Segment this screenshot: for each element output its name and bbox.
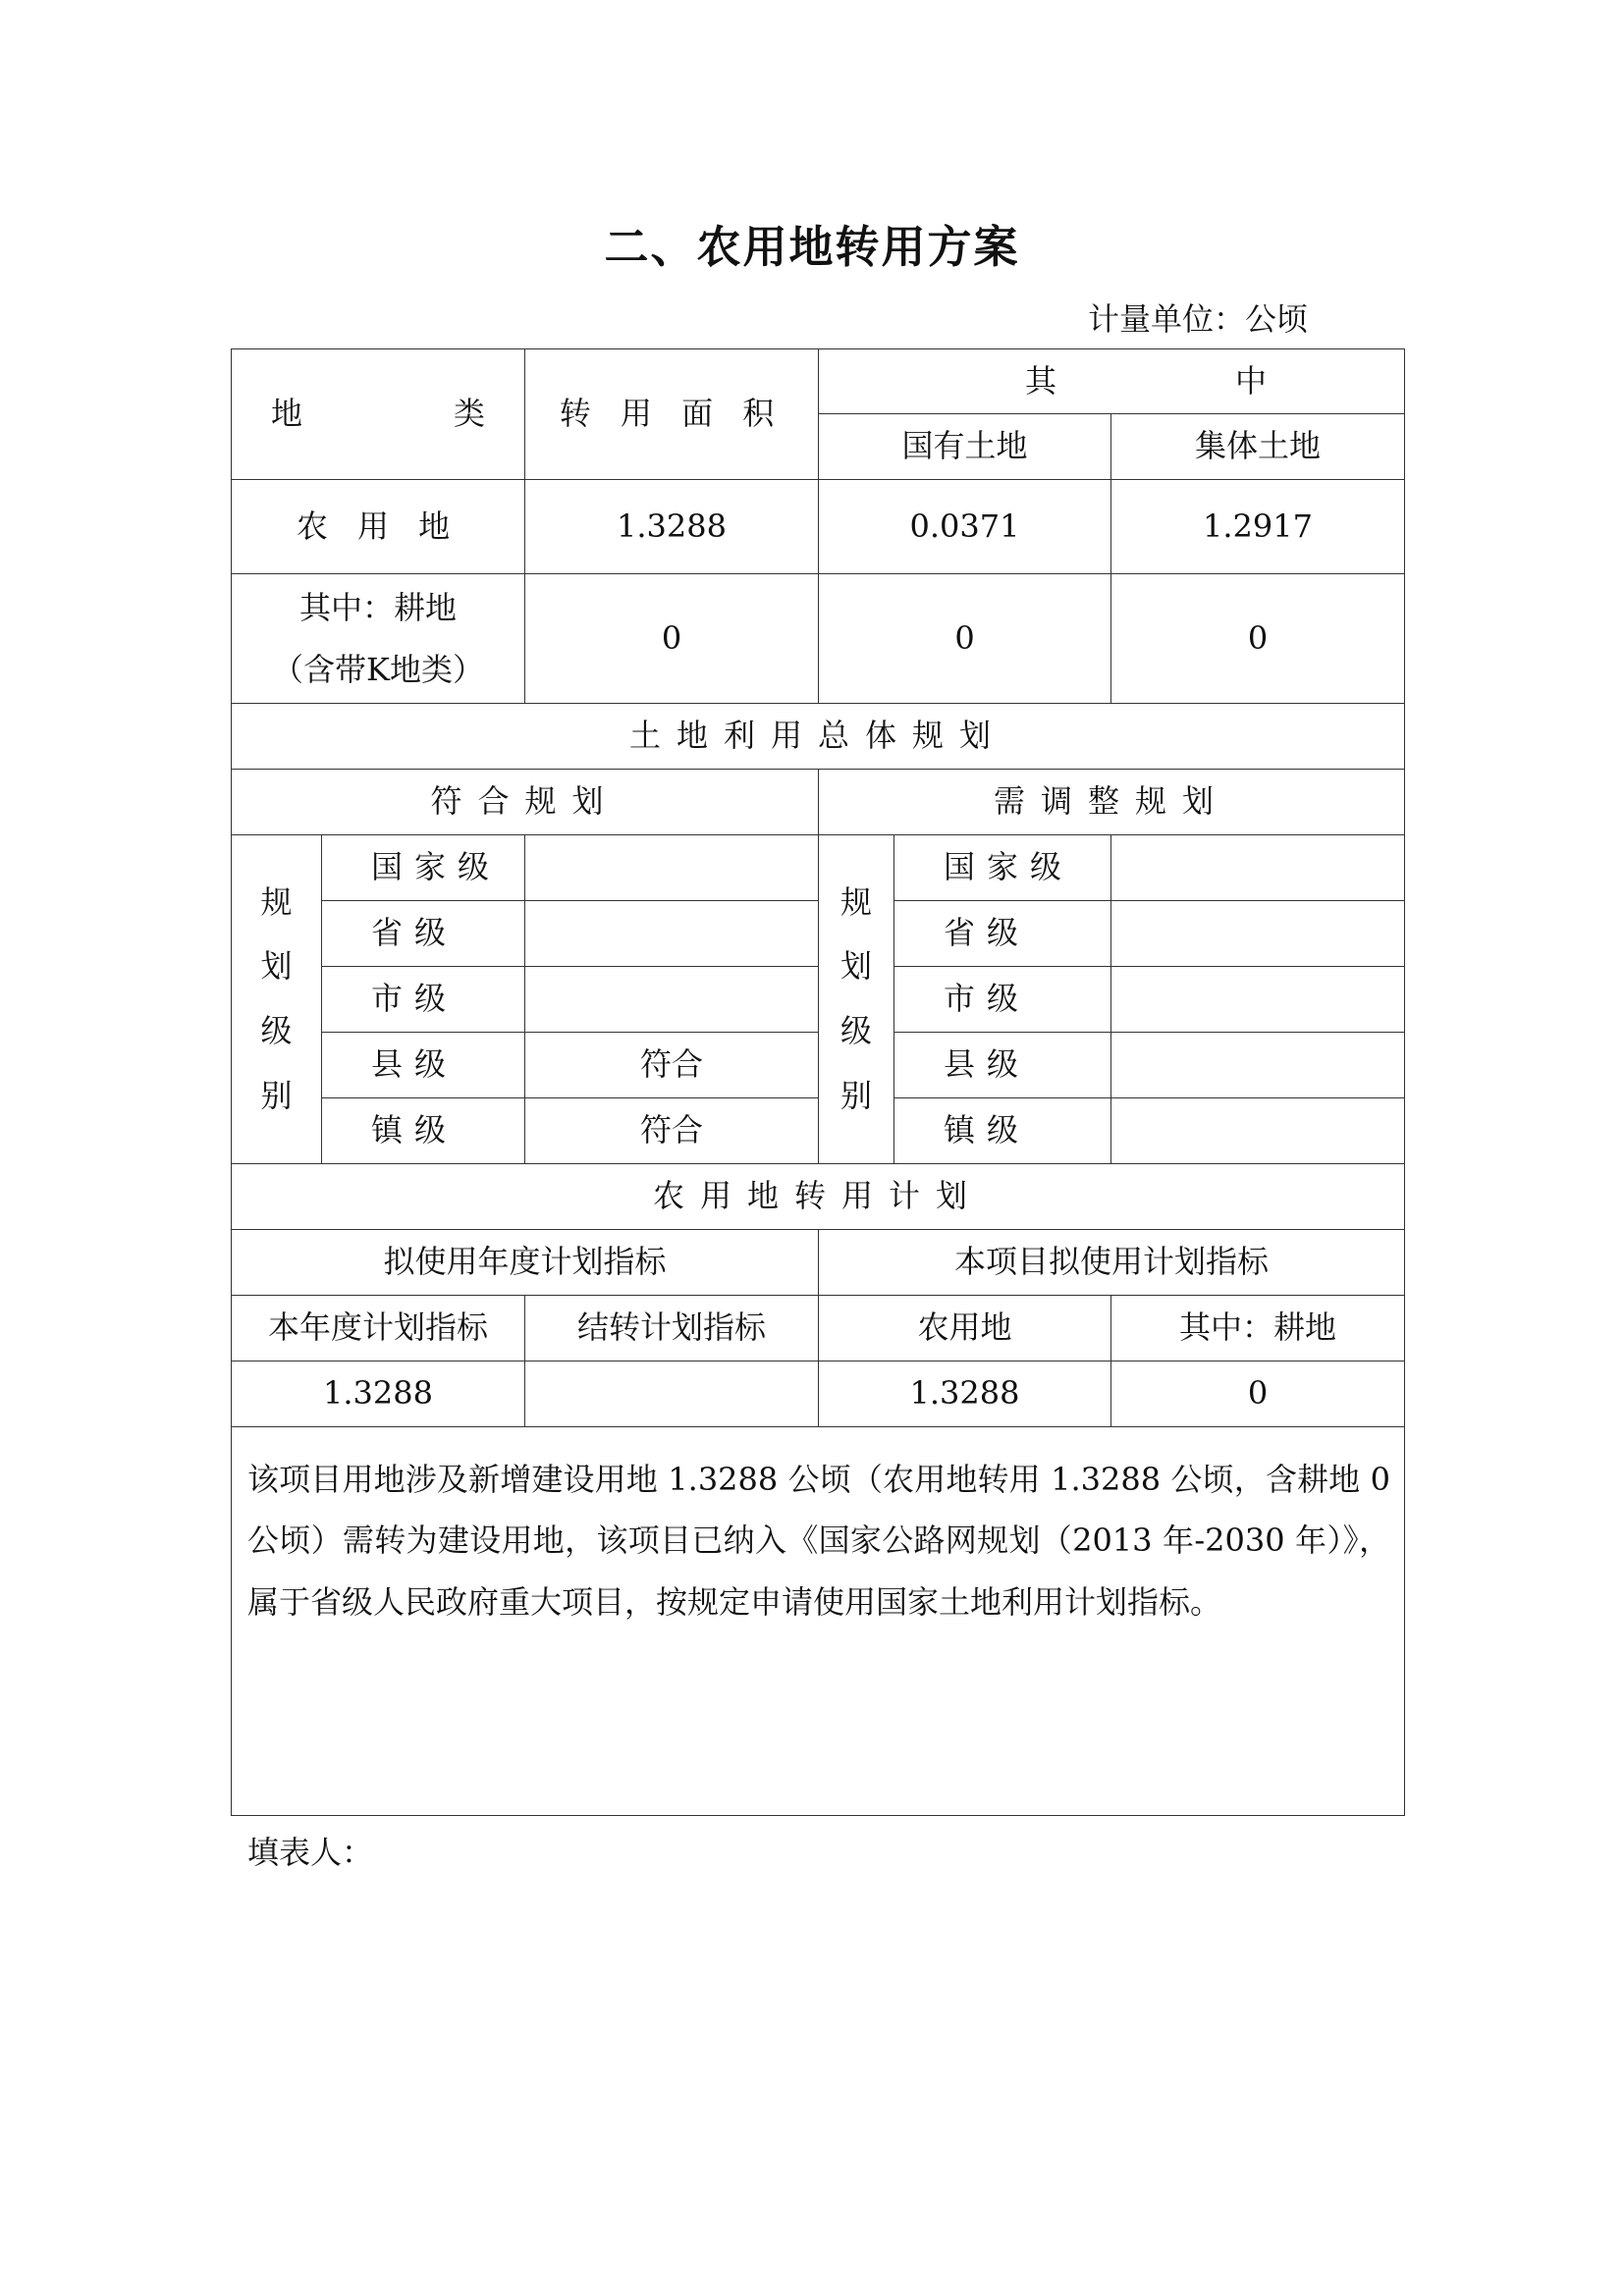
header-state-land: 国有土地: [819, 414, 1111, 480]
adjust-value-province: [1111, 901, 1405, 967]
level-national-right: 国家级: [894, 835, 1111, 901]
conform-plan-header: 符合规划: [232, 770, 819, 835]
conversion-table: [231, 348, 1405, 1816]
header-collective-land: 集体土地: [1111, 414, 1405, 480]
row-cultivated-collective: 0: [1111, 574, 1405, 704]
carryover-header: 结转计划指标: [525, 1296, 819, 1362]
farmland-header: 农用地: [819, 1296, 1111, 1362]
header-area: 转 用 面 积: [525, 349, 819, 480]
level-city-right: 市级: [894, 967, 1111, 1033]
row-farmland-collective: 1.2917: [1111, 480, 1405, 574]
filler-label: 填表人：: [247, 1834, 374, 1871]
adjust-value-county: [1111, 1033, 1405, 1098]
row-farmland-area: 1.3288: [525, 480, 819, 574]
this-year-value: 1.3288: [232, 1362, 525, 1427]
level-county-left: 县级: [322, 1033, 525, 1098]
row-farmland-state: 0.0371: [819, 480, 1111, 574]
unit-label: 计量单位：公顷: [1087, 300, 1308, 338]
row-cultivated-area: 0: [525, 574, 819, 704]
cultivated-value: 0: [1111, 1362, 1405, 1427]
conform-value-town: 符合: [525, 1098, 819, 1164]
level-national-left: 国家级: [322, 835, 525, 901]
adjust-value-city: [1111, 967, 1405, 1033]
page-title: 二、农用地转用方案: [604, 221, 1020, 273]
cultivated-header: 其中：耕地: [1111, 1296, 1405, 1362]
adjust-plan-header: 需调整规划: [819, 770, 1405, 835]
section-master-plan: 土地利用总体规划: [232, 704, 1405, 770]
row-cultivated-state: 0: [819, 574, 1111, 704]
annual-plan-header: 拟使用年度计划指标: [232, 1230, 819, 1296]
level-province-left: 省级: [322, 901, 525, 967]
conform-value-city: [525, 967, 819, 1033]
adjust-value-town: [1111, 1098, 1405, 1164]
section-conversion-plan: 农用地转用计划: [232, 1164, 1405, 1230]
farmland-value: 1.3288: [819, 1362, 1111, 1427]
level-town-left: 镇级: [322, 1098, 525, 1164]
conform-value-national: [525, 835, 819, 901]
carryover-value: [525, 1362, 819, 1427]
conform-value-province: [525, 901, 819, 967]
row-farmland-label: 农 用 地: [232, 480, 525, 574]
level-county-right: 县级: [894, 1033, 1111, 1098]
level-town-right: 镇级: [894, 1098, 1111, 1164]
this-year-header: 本年度计划指标: [232, 1296, 525, 1362]
plan-level-label-left: 规 划 级 别: [232, 835, 322, 1164]
header-land-type: 地 类: [232, 349, 525, 480]
header-of-which: 其 中: [819, 349, 1405, 414]
plan-level-label-right: 规 划 级 别: [819, 835, 894, 1164]
level-city-left: 市级: [322, 967, 525, 1033]
conform-value-county: 符合: [525, 1033, 819, 1098]
level-province-right: 省级: [894, 901, 1111, 967]
adjust-value-national: [1111, 835, 1405, 901]
note-text: 该项目用地涉及新增建设用地 1.3288 公顷（农用地转用 1.3288 公顷，含耕地 0 公顷）需转为建设用地，该项目已纳入《国家公路网规划（2013 年-2030 年）》，属于省级人民政府重大项目，按规定申请使用国家土地利用计划指标。: [232, 1427, 1405, 1816]
row-cultivated-label: 其中：耕地 （含带K地类）: [232, 574, 525, 704]
project-plan-header: 本项目拟使用计划指标: [819, 1230, 1405, 1296]
